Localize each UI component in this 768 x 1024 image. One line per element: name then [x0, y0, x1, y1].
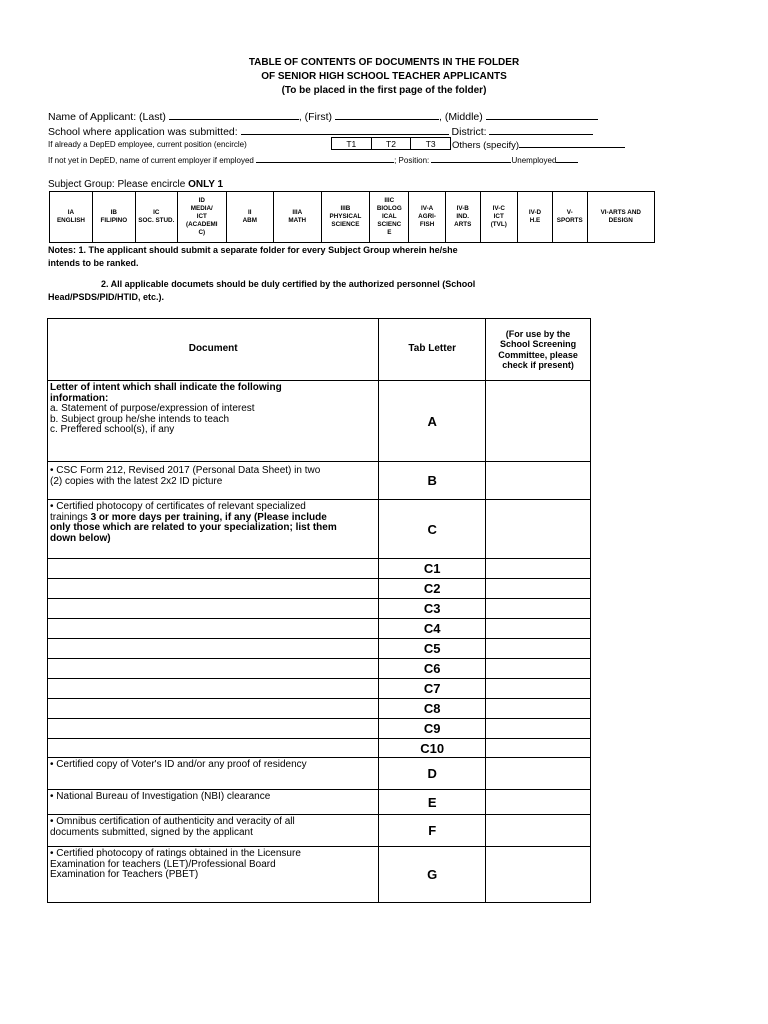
subject-group-label: Subject Group: Please encircle ONLY 1 [48, 179, 224, 190]
check-cell-c-item[interactable] [486, 639, 591, 659]
tab-letter-c-item: C4 [379, 619, 486, 639]
check-cell-c[interactable] [486, 500, 591, 559]
tab-letter-column-header: Tab Letter [379, 319, 486, 381]
table-row [48, 500, 591, 559]
employer-row [48, 154, 578, 165]
check-cell-d[interactable] [486, 758, 591, 790]
note-2: 2. All applicable documets should be duly certified by the authorized personnel (School Head/PSDS/PID/HTID, etc.). [48, 279, 476, 302]
training-entry-field[interactable] [48, 739, 379, 758]
document-c-description: • Certified photocopy of certificates of relevant specialized trainings 3 or more days per training, if any (Please include only those which are related to your specialization; list them down below) [48, 500, 379, 559]
school-field[interactable] [241, 125, 449, 135]
table-row [48, 739, 591, 758]
tab-letter-c-item: C3 [379, 599, 486, 619]
document-e-description: • National Bureau of Investigation (NBI) clearance [48, 790, 379, 815]
subject-group-emphasis: ONLY 1 [188, 179, 224, 190]
document-g-description: • Certified photocopy of ratings obtained in the Licensure Examination for teachers (LET)/Professional Board Examination for Teachers (PBET) [48, 847, 379, 903]
table-row [48, 559, 591, 579]
check-cell-c-item[interactable] [486, 599, 591, 619]
tab-letter-e: E [379, 790, 486, 815]
table-row [48, 699, 591, 719]
subject-option[interactable]: V- SPORTS [553, 192, 588, 243]
document-a-description: Letter of intent which shall indicate the following information: a. Statement of purpose/expression of interest b. Subject group he/she intends to teach c. Preffered school(s), if any [48, 381, 379, 462]
subject-option[interactable]: II ABM [226, 192, 273, 243]
check-cell-c-item[interactable] [486, 579, 591, 599]
check-cell-c-item[interactable] [486, 699, 591, 719]
tab-letter-c-item: C2 [379, 579, 486, 599]
check-cell-c-item[interactable] [486, 739, 591, 758]
form-title-line3: (To be placed in the first page of the folder) [281, 85, 487, 96]
training-entry-field[interactable] [48, 679, 379, 699]
check-cell-c-item[interactable] [486, 719, 591, 739]
table-row [48, 579, 591, 599]
training-entry-field[interactable] [48, 699, 379, 719]
document-d-description: • Certified copy of Voter's ID and/or any proof of residency [48, 758, 379, 790]
last-name-field[interactable] [169, 110, 299, 120]
tab-letter-c-item: C7 [379, 679, 486, 699]
district-label: District: [451, 126, 487, 138]
middle-name-field[interactable] [486, 110, 598, 120]
tab-letter-c-item: C9 [379, 719, 486, 739]
school-row [48, 125, 593, 138]
tab-letter-c-item: C10 [379, 739, 486, 758]
table-row [48, 659, 591, 679]
employer-position-field[interactable] [431, 154, 511, 163]
employer-field[interactable] [256, 154, 394, 163]
others-field[interactable] [519, 138, 625, 148]
table-row [48, 758, 591, 790]
subject-option[interactable]: IV-C ICT (TVL) [480, 192, 517, 243]
form-title-line2: OF SENIOR HIGH SCHOOL TEACHER APPLICANTS [261, 71, 507, 82]
others-label: Others (specify) [452, 140, 520, 151]
tab-letter-c-item: C5 [379, 639, 486, 659]
table-row [48, 639, 591, 659]
check-cell-a[interactable] [486, 381, 591, 462]
table-row [48, 790, 591, 815]
tab-letter-f: F [379, 815, 486, 847]
subject-option[interactable]: IV-B IND. ARTS [445, 192, 480, 243]
subject-option[interactable]: IV-D H.E [517, 192, 552, 243]
training-entry-field[interactable] [48, 579, 379, 599]
district-field[interactable] [489, 125, 593, 135]
table-header-row [48, 319, 591, 381]
table-row [48, 599, 591, 619]
position-t1[interactable]: T1 [332, 138, 372, 150]
last-name-label: Name of Applicant: (Last) [48, 111, 166, 123]
employer-label: If not yet in DepED, name of current employer if employed [48, 156, 254, 165]
subject-option[interactable]: IA ENGLISH [50, 192, 93, 243]
table-row [48, 381, 591, 462]
applicant-name-row [48, 110, 598, 123]
check-cell-c-item[interactable] [486, 659, 591, 679]
tab-letter-d: D [379, 758, 486, 790]
subject-option[interactable]: IC SOC. STUD. [135, 192, 177, 243]
tab-letter-b: B [379, 462, 486, 500]
position-label: ; Position: [394, 156, 430, 165]
subject-option[interactable]: IV-A AGRI- FISH [409, 192, 446, 243]
document-f-description: • Omnibus certification of authenticity and veracity of all documents submitted, signed by the applicant [48, 815, 379, 847]
check-cell-b[interactable] [486, 462, 591, 500]
deped-position-label: If already a DepED employee, current position (encircle) [48, 140, 247, 149]
position-t2[interactable]: T2 [371, 138, 411, 150]
check-column-header: (For use by the School Screening Committee, please check if present) [486, 319, 591, 381]
position-options [331, 137, 451, 150]
tab-letter-c-item: C8 [379, 699, 486, 719]
training-entry-field[interactable] [48, 639, 379, 659]
unemployed-label: Unemployed [511, 156, 557, 165]
subject-option[interactable]: IIIC BIOLOG ICAL SCIENC E [370, 192, 409, 243]
training-entry-field[interactable] [48, 719, 379, 739]
table-row [48, 815, 591, 847]
middle-name-label: , (Middle) [438, 111, 483, 123]
document-column-header: Document [48, 319, 379, 381]
subject-option[interactable]: VI-ARTS AND DESIGN [587, 192, 655, 243]
first-name-label: , (First) [298, 111, 333, 123]
subject-option[interactable]: IIIB PHYSICAL SCIENCE [321, 192, 370, 243]
check-cell-g[interactable] [486, 847, 591, 903]
subject-group-table [49, 191, 655, 243]
others-row [452, 138, 625, 151]
check-cell-c-item[interactable] [486, 619, 591, 639]
check-cell-c-item[interactable] [486, 559, 591, 579]
training-entry-field[interactable] [48, 599, 379, 619]
position-t3[interactable]: T3 [411, 138, 451, 150]
table-row [48, 462, 591, 500]
subject-option[interactable]: ID MEDIA/ ICT (ACADEMI C) [177, 192, 226, 243]
check-cell-f[interactable] [486, 815, 591, 847]
table-row [48, 619, 591, 639]
tab-letter-c-item: C6 [379, 659, 486, 679]
form-title-line1: TABLE OF CONTENTS OF DOCUMENTS IN THE FOLDER [248, 57, 520, 68]
tab-letter-a: A [379, 381, 486, 462]
training-entry-field[interactable] [48, 619, 379, 639]
tab-letter-c-item: C1 [379, 559, 486, 579]
subject-option[interactable]: IIIA MATH [273, 192, 321, 243]
note-1: Notes: 1. The applicant should submit a separate folder for every Subject Group wherein he/she intends to be ranked. [48, 245, 458, 268]
document-b-description: • CSC Form 212, Revised 2017 (Personal Data Sheet) in two (2) copies with the latest 2x2 ID picture [48, 462, 379, 500]
training-entry-field[interactable] [48, 659, 379, 679]
check-cell-e[interactable] [486, 790, 591, 815]
school-label: School where application was submitted: [48, 126, 238, 138]
training-entry-field[interactable] [48, 559, 379, 579]
check-cell-c-item[interactable] [486, 679, 591, 699]
unemployed-field[interactable] [556, 154, 578, 163]
first-name-field[interactable] [335, 110, 439, 120]
documents-table [47, 318, 591, 903]
table-row [48, 719, 591, 739]
table-row [48, 679, 591, 699]
table-row [48, 847, 591, 903]
tab-letter-g: G [379, 847, 486, 903]
subject-option[interactable]: IB FILIPINO [92, 192, 135, 243]
tab-letter-c: C [379, 500, 486, 559]
